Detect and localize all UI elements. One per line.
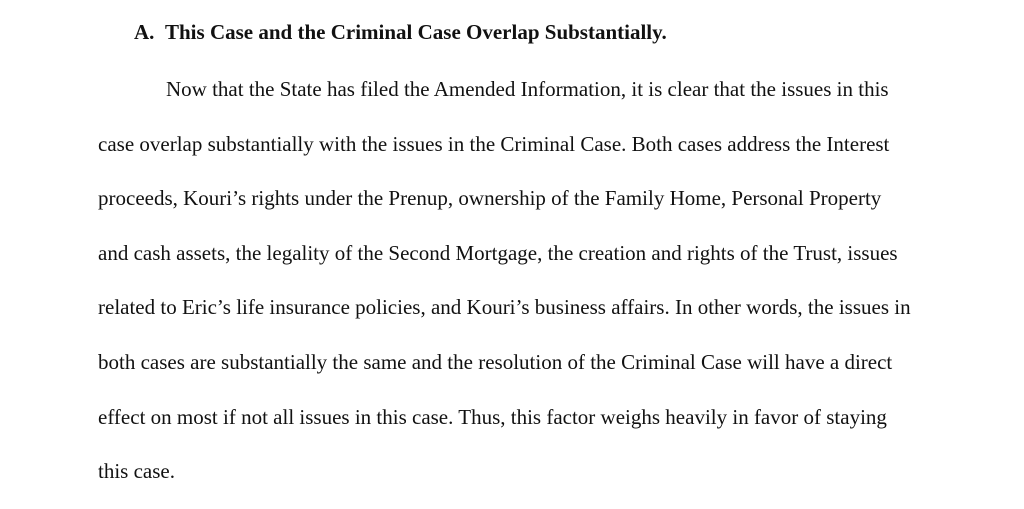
paragraph-line: Now that the State has filed the Amended Information, it is clear that the issues in this bbox=[166, 77, 889, 101]
section-heading bbox=[134, 20, 667, 45]
paragraph-line: both cases are substantially the same and the resolution of the Criminal Case will have a direct bbox=[98, 349, 893, 374]
paragraph-line: proceeds, Kouri’s rights under the Prenup, ownership of the Family Home, Personal Property bbox=[98, 186, 882, 211]
paragraph-line: and cash assets, the legality of the Second Mortgage, the creation and rights of the Trust, issues bbox=[98, 240, 898, 265]
paragraph-line: related to Eric’s life insurance policies, and Kouri’s business affairs. In other words, the issues in bbox=[98, 295, 911, 320]
paragraph-line: this case. bbox=[98, 459, 175, 484]
paragraph-line: effect on most if not all issues in this case. Thus, this factor weighs heavily in favor of staying bbox=[98, 404, 887, 429]
section-title: This Case and the Criminal Case Overlap Substantially. bbox=[165, 20, 667, 44]
paragraph-line: case overlap substantially with the issues in the Criminal Case. Both cases address the Interest bbox=[98, 131, 890, 156]
body-paragraph bbox=[98, 72, 978, 509]
section-label: A. bbox=[134, 20, 155, 44]
